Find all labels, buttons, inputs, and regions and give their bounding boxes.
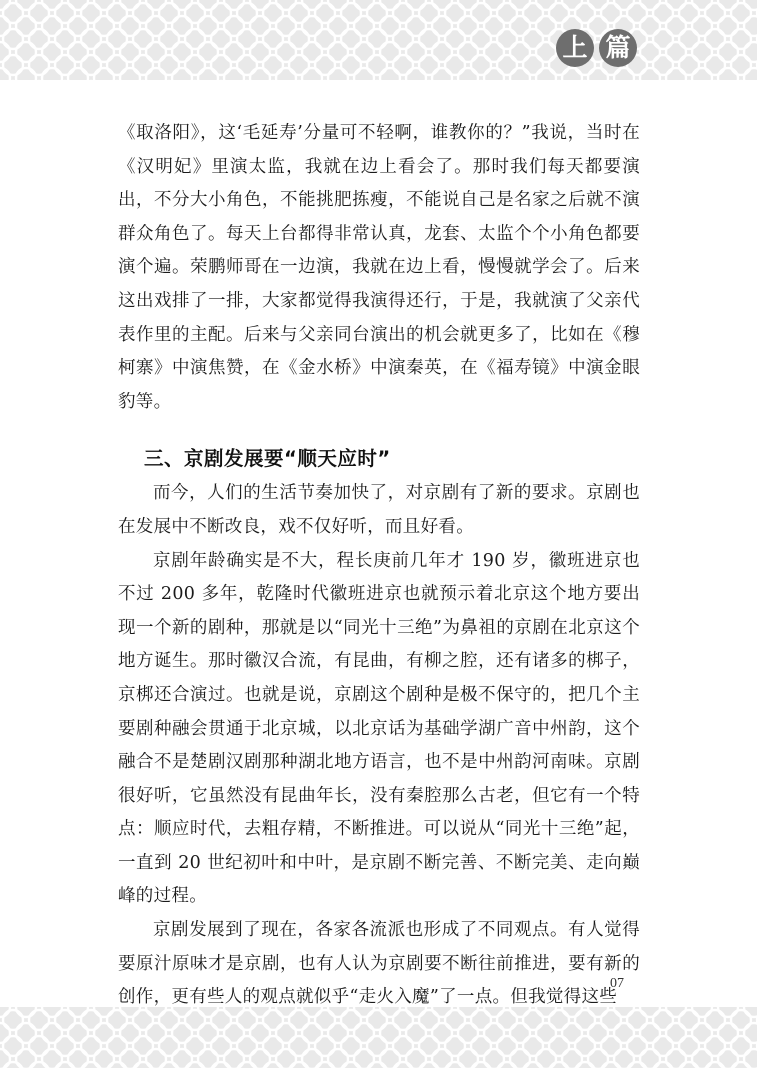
section-badge-shang: 上 <box>556 29 594 67</box>
page-number: 07 <box>610 976 624 991</box>
body-paragraph: 京剧年龄确实是不大，程长庚前几年才 190 岁，徽班进京也不过 200 多年，乾隆时代徽班进京也就预示着北京这个地方要出现一个新的剧种，那就是以“同光十三绝”为鼻祖的京剧在北京这个地方诞生。那时徽汉合流，有昆曲，有柳之腔，还有诸多的梆子，京梆还合演过。也就是说，京剧这个剧种是极不保守的，把几个主要剧种融会贯通于北京城，以北京话为基础学湖广音中州韵，这个融合不是楚剧汉剧那种湖北地方语言，也不是中州韵河南味。京剧很好听，它虽然没有昆曲年长，没有秦腔那么古老，但它有一个特点：顺应时代，去粗存精，不断推进。可以说从“同光十三绝”起，一直到 20 世纪初叶和中叶，是京剧不断完善、不断完美、走向巅峰的过程。 <box>118 550 640 907</box>
body-paragraph: 京剧发展到了现在，各家各流派也形成了不同观点。有人觉得要原汁原味才是京剧，也有人认为京剧要不断往前推进，要有新的创作，更有些人的观点就似乎“走火入魔”了一点。但我觉得这些 <box>118 920 640 1008</box>
header-pattern-band <box>0 0 757 80</box>
body-paragraph: 《取洛阳》，这‘毛延寿’分量可不轻啊，谁教你的？”我说，当时在《汉明妃》里演太监，我就在边上看会了。那时我们每天都要演出，不分大小角色，不能挑肥拣瘦，不能说自己是名家之后就不演群众角色了。每天上台都得非常认真，龙套、太监个个小角色都要演个遍。荣鹏师哥在一边演，我就在边上看，慢慢就学会了。后来这出戏排了一排，大家都觉得我演得还行，于是，我就演了父亲代表作里的主配。后来与父亲同台演出的机会就更多了，比如在《穆柯寨》中演焦赞，在《金水桥》中演秦英，在《福寿镜》中演金眼豹等。 <box>118 123 640 412</box>
footer-pattern-band <box>0 1007 757 1068</box>
section-heading: 三、京剧发展要“顺天应时” <box>144 447 391 471</box>
section-badge-pian: 篇 <box>599 29 637 67</box>
page-body <box>118 117 640 1015</box>
body-paragraph: 而今，人们的生活节奏加快了，对京剧有了新的要求。京剧也在发展中不断改良，戏不仅好听，而且好看。 <box>118 483 640 537</box>
lattice-pattern <box>0 0 757 80</box>
lattice-pattern <box>0 1007 757 1068</box>
